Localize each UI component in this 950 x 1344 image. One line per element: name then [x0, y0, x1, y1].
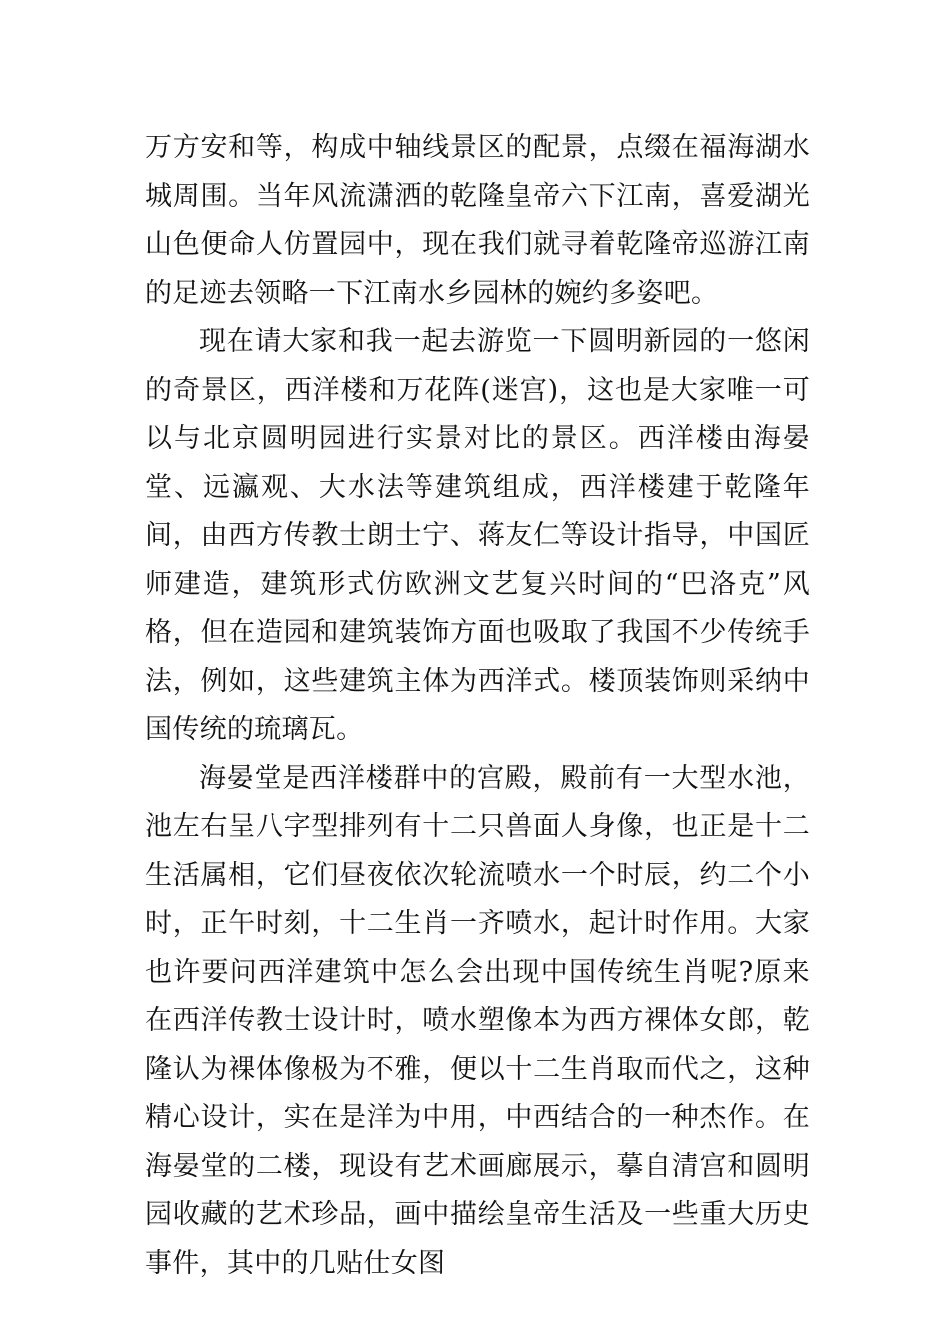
paragraph-western-buildings: 现在请大家和我一起去游览一下圆明新园的一悠闲的奇景区，西洋楼和万花阵(迷宫)，这也是大家唯一可以与北京圆明园进行实景对比的景区。西洋楼由海晏堂、远瀛观、大水法等建筑组成，西洋楼建于乾隆年间，由西方传教士朗士宁、蒋友仁等设计指导，中国匠师建造，建筑形式仿欧洲文艺复兴时间的“巴洛克”风格，但在造园和建筑装饰方面也吸取了我国不少传统手法，例如，这些建筑主体为西洋式。楼顶装饰则采纳中国传统的琉璃瓦。 — [145, 326, 810, 745]
document-body — [145, 124, 810, 1288]
paragraph-continuation: 万方安和等，构成中轴线景区的配景，点缀在福海湖水城周围。当年风流潇洒的乾隆皇帝六下江南，喜爱湖光山色便命人仿置园中，现在我们就寻着乾隆帝巡游江南的足迹去领略一下江南水乡园林的婉约多姿吧。 — [145, 132, 810, 309]
paragraph-haiyan-hall: 海晏堂是西洋楼群中的宫殿，殿前有一大型水池，池左右呈八字型排列有十二只兽面人身像，也正是十二生活属相，它们昼夜依次轮流喷水一个时辰，约二个小时，正午时刻，十二生肖一齐喷水，起计时作用。大家也许要问西洋建筑中怎么会出现中国传统生肖呢?原来在西洋传教士设计时，喷水塑像本为西方裸体女郎，乾隆认为裸体像极为不雅，便以十二生肖取而代之，这种精心设计，实在是洋为中用，中西结合的一种杰作。在海晏堂的二楼，现设有艺术画廊展示，摹自清宫和圆明园收藏的艺术珍品，画中描绘皇帝生活及一些重大历史事件，其中的几贴仕女图 — [145, 762, 810, 1279]
